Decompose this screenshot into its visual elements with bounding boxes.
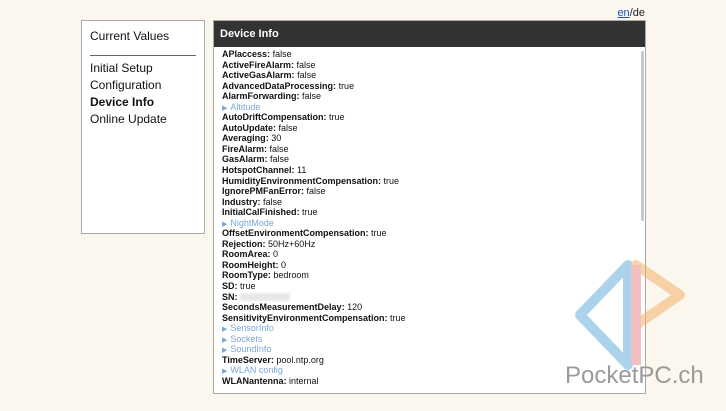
key-colon: : [265, 133, 269, 144]
info-value: true [329, 112, 345, 123]
sidebar-item-initial-setup[interactable]: Initial Setup [90, 61, 153, 75]
info-value: true [390, 312, 406, 323]
expand-label: NightMode [230, 217, 274, 228]
key-colon: : [365, 228, 369, 239]
triangle-right-icon: ▶ [222, 368, 228, 376]
info-row-initialcalfinished [222, 207, 639, 218]
watermark-text: PocketPC.ch [565, 362, 704, 389]
info-key: ActiveGasAlarm [222, 70, 292, 81]
info-key: WLANantenna [222, 375, 284, 386]
info-key: IgnorePMFanError [222, 186, 302, 197]
info-key: HumidityEnvironmentCompensation [222, 175, 379, 186]
key-colon: : [264, 154, 268, 165]
info-key: GasAlarm [222, 154, 265, 165]
sidebar [81, 20, 205, 234]
panel-title: Device Info [214, 21, 645, 47]
sidebar-item-configuration[interactable]: Configuration [90, 78, 162, 92]
info-key: HotspotChannel [222, 165, 292, 176]
scrollbar[interactable] [641, 51, 644, 221]
info-value: false [269, 143, 289, 154]
key-colon: : [234, 281, 238, 292]
expand-label: Altitude [230, 101, 261, 112]
key-colon: : [323, 112, 327, 123]
info-key: AdvancedDataProcessing [222, 80, 334, 91]
triangle-right-icon: ▶ [222, 326, 228, 334]
redacted-value [240, 293, 290, 301]
info-row-apiaccess [222, 49, 639, 60]
expand-label: Sockets [230, 333, 263, 344]
triangle-right-icon: ▶ [222, 104, 228, 112]
sidebar-item-device-info[interactable]: Device Info [90, 95, 155, 109]
key-colon: : [341, 302, 345, 313]
info-row-hotspotchannel [222, 165, 639, 176]
triangle-right-icon: ▶ [222, 336, 228, 344]
info-row-autoupdate [222, 123, 639, 134]
info-key: Averaging [222, 133, 266, 144]
info-row-ignorepmfanerror [222, 186, 639, 197]
triangle-right-icon: ▶ [222, 347, 228, 355]
info-key: TimeServer [222, 354, 271, 365]
info-key: OffsetEnvironmentCompensation [222, 228, 366, 239]
key-colon: : [296, 91, 300, 102]
key-colon: : [384, 312, 388, 323]
info-value: 30 [271, 133, 282, 144]
info-value: false [302, 91, 322, 102]
info-value: true [302, 207, 318, 218]
key-colon: : [257, 196, 261, 207]
info-value: false [272, 49, 292, 59]
info-row-autodriftcompensation [222, 112, 639, 123]
info-key: SD [222, 281, 235, 292]
key-colon: : [333, 80, 337, 91]
key-colon: : [267, 270, 271, 281]
info-key: Industry [222, 196, 258, 207]
info-value: 0 [273, 249, 279, 260]
info-value: false [263, 196, 283, 207]
info-row-activefirealarm [222, 60, 639, 71]
info-key: Rejection [222, 238, 263, 249]
info-key: AutoDriftCompensation [222, 112, 324, 123]
language-switch [617, 7, 645, 19]
key-colon: : [296, 207, 300, 218]
info-row-averaging [222, 133, 639, 144]
info-value: false [297, 70, 317, 81]
key-colon: : [283, 375, 287, 386]
expand-label: WLAN config [230, 365, 283, 376]
info-row-advanceddataprocessing [222, 81, 639, 92]
key-colon: : [301, 186, 305, 197]
info-key: RoomType [222, 270, 268, 281]
info-key: ActiveFireAlarm [222, 59, 292, 70]
key-colon: : [262, 238, 266, 249]
sidebar-item-online-update[interactable]: Online Update [90, 112, 167, 126]
sidebar-header-current-values[interactable]: Current Values [90, 29, 170, 43]
info-key: RoomArea [222, 249, 268, 260]
lang-en-link[interactable]: en [617, 7, 630, 19]
info-value: true [383, 175, 400, 186]
info-row-alarmforwarding [222, 91, 639, 102]
key-colon: : [378, 175, 382, 186]
info-value: true [338, 80, 355, 91]
info-value: false [306, 186, 326, 197]
key-colon: : [267, 49, 271, 59]
key-colon: : [291, 59, 295, 70]
info-key: AlarmForwarding [222, 91, 297, 102]
expand-label: SoundInfo [230, 344, 272, 355]
info-key: FireAlarm [222, 143, 265, 154]
info-key: InitialCalFinished [222, 207, 297, 218]
info-key: SensitivityEnvironmentCompensation [222, 312, 385, 323]
info-value: 11 [297, 165, 307, 176]
expand-altitude[interactable] [222, 102, 639, 113]
key-colon: : [291, 165, 295, 176]
info-key: SN [222, 291, 235, 302]
info-row-humidityenvironmentcompensation [222, 176, 639, 187]
lang-de-link[interactable]: de [632, 7, 645, 19]
key-colon: : [234, 291, 238, 302]
pocketpc-logo [570, 255, 690, 375]
info-value: 50Hz+60Hz [268, 238, 316, 249]
info-value: internal [289, 375, 319, 386]
info-value: pool.ntp.org [276, 354, 324, 365]
info-key: SecondsMeasurementDelay [222, 302, 342, 313]
sidebar-items [82, 60, 204, 128]
info-value: true [371, 228, 387, 239]
key-colon: : [264, 143, 268, 154]
info-key: AutoUpdate [222, 122, 273, 133]
info-row-industry [222, 197, 639, 208]
triangle-right-icon: ▶ [222, 220, 228, 228]
info-row-firealarm [222, 144, 639, 155]
key-colon: : [291, 70, 295, 81]
key-colon: : [273, 122, 276, 133]
info-value: false [278, 122, 298, 133]
key-colon: : [267, 249, 271, 260]
expand-nightmode[interactable] [222, 218, 639, 229]
info-row-offsetenvironmentcompensation [222, 228, 639, 239]
info-value: 0 [281, 259, 287, 270]
expand-label: SensorInfo [230, 323, 274, 334]
key-colon: : [275, 259, 279, 270]
info-value: bedroom [273, 270, 309, 281]
info-key: RoomHeight [222, 259, 276, 270]
info-key: APIaccess [222, 49, 268, 59]
info-row-rejection [222, 239, 639, 250]
key-colon: : [270, 354, 274, 365]
info-value: true [240, 281, 256, 292]
info-value: false [270, 154, 290, 165]
lang-separator: / [629, 7, 633, 19]
info-row-gasalarm [222, 154, 639, 165]
info-value: false [296, 59, 316, 70]
info-value: 120 [347, 302, 363, 313]
sidebar-divider [90, 55, 196, 56]
info-row-activegasalarm [222, 70, 639, 81]
